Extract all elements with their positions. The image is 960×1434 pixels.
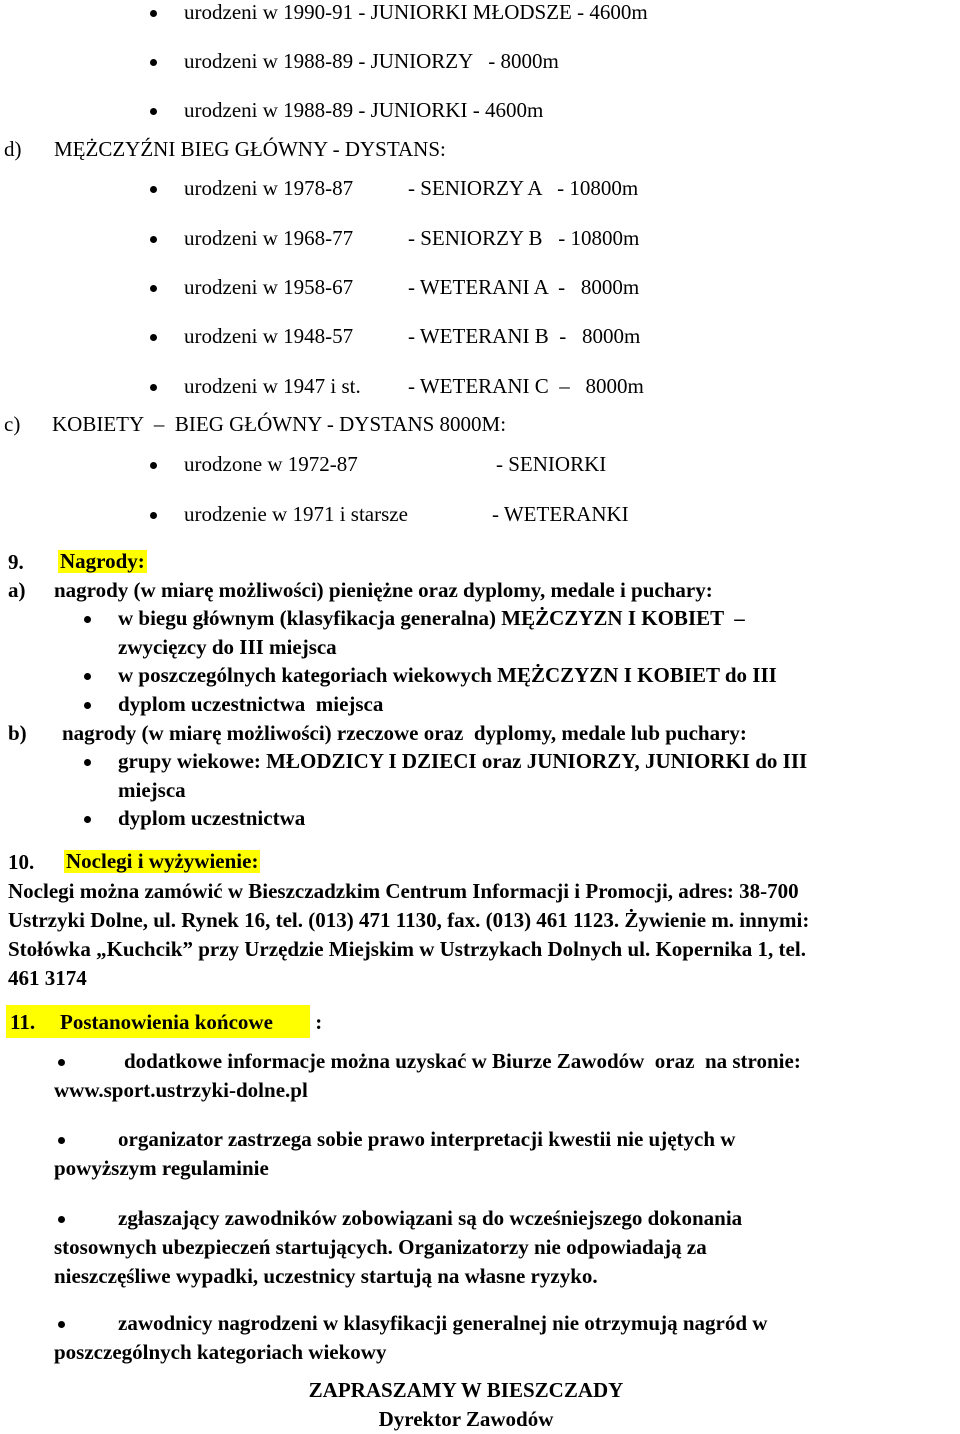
section-heading-colon: : [310, 1010, 323, 1034]
list-item: urodzeni w 1988-89 - JUNIORZY - 8000m [184, 49, 559, 73]
list-bullet [150, 285, 157, 292]
list-item-category: - WETERANI C – 8000m [408, 374, 644, 398]
paragraph-line: Noclegi można zamówić w Bieszczadzkim Centrum Informacji i Promocji, adres: 38-700 [8, 879, 799, 903]
paragraph-line: Stołówka „Kuchcik” przy Urzędzie Miejskim w Ustrzykach Dolnych ul. Kopernika 1, tel. [8, 937, 806, 961]
list-item-who: urodzeni w 1948-57 [184, 324, 354, 348]
list-item: organizator zastrzega sobie prawo interpretacji kwestii nie ujętych w [118, 1127, 736, 1151]
list-bullet [84, 673, 91, 680]
list-item-who: urodzeni w 1968-77 [184, 226, 354, 250]
paragraph-line: 461 3174 [8, 966, 87, 990]
section-heading: Noclegi i wyżywienie: [66, 849, 259, 873]
list-item-continuation: miejsca [118, 778, 186, 802]
list-bullet [150, 384, 157, 391]
subsection-text: nagrody (w miarę możliwości) pieniężne oraz dyplomy, medale i puchary: [54, 578, 713, 602]
list-bullet [150, 236, 157, 243]
list-item-continuation: poszczególnych kategoriach wiekowy [54, 1340, 387, 1364]
section-number: 10. [8, 850, 35, 874]
list-item: grupy wiekowe: MŁODZICY I DZIECI oraz JUNIORZY, JUNIORKI do III [118, 749, 808, 773]
list-item-continuation: powyższym regulaminie [54, 1156, 269, 1180]
list-item-category: - SENIORKI [496, 452, 607, 476]
list-bullet [58, 1216, 65, 1223]
subsection-marker: b) [8, 721, 27, 745]
list-bullet [84, 616, 91, 623]
list-item-who: urodzenie w 1971 i starsze [184, 502, 408, 526]
list-item-continuation: nieszczęśliwe wypadki, uczestnicy startują na własne ryzyko. [54, 1264, 598, 1288]
list-item: urodzeni w 1988-89 - JUNIORKI - 4600m [184, 98, 544, 122]
list-bullet [84, 759, 91, 766]
list-bullet [84, 816, 91, 823]
list-item-who: urodzeni w 1978-87 [184, 176, 354, 200]
section-marker: c) [4, 412, 21, 436]
list-item: dyplom uczestnictwa miejsca [118, 692, 384, 716]
list-bullet [150, 59, 157, 66]
list-bullet [150, 512, 157, 519]
list-bullet [150, 10, 157, 17]
section-number: 9. [8, 550, 24, 574]
list-bullet [150, 462, 157, 469]
subsection-text: nagrody (w miarę możliwości) rzeczowe oraz dyplomy, medale lub puchary: [62, 721, 747, 745]
list-bullet [150, 108, 157, 115]
section-marker: d) [4, 137, 22, 161]
closing-signature: Dyrektor Zawodów [378, 1407, 554, 1431]
section-heading: Nagrody: [60, 549, 145, 573]
list-item-category: - WETERANI A - 8000m [408, 275, 640, 299]
subsection-marker: a) [8, 578, 26, 602]
list-item-who: urodzeni w 1958-67 [184, 275, 354, 299]
closing-invitation: ZAPRASZAMY W BIESZCZADY [308, 1378, 624, 1402]
list-item-category: - WETERANI B - 8000m [408, 324, 641, 348]
list-item: w biegu głównym (klasyfikacja generalna) MĘŻCZYZN I KOBIET – [118, 606, 745, 630]
section-heading: MĘŻCZYŹNI BIEG GŁÓWNY - DYSTANS: [54, 137, 446, 161]
list-item: dodatkowe informacje można uzyskać w Biurze Zawodów oraz na stronie: [124, 1049, 801, 1073]
list-bullet [150, 186, 157, 193]
paragraph-line: Ustrzyki Dolne, ul. Rynek 16, tel. (013) 471 1130, fax. (013) 461 1123. Żywienie m. innymi: [8, 908, 810, 932]
section-heading: KOBIETY – BIEG GŁÓWNY - DYSTANS 8000M: [52, 412, 507, 436]
list-item: w poszczególnych kategoriach wiekowych MĘŻCZYZN I KOBIET do III [118, 663, 777, 687]
list-item-category: - SENIORZY B - 10800m [408, 226, 640, 250]
list-bullet [58, 1137, 65, 1144]
list-item: zawodnicy nagrodzeni w klasyfikacji generalnej nie otrzymują nagród w [118, 1311, 768, 1335]
list-bullet [84, 702, 91, 709]
list-item-who: urodzone w 1972-87 [184, 452, 358, 476]
list-item-continuation: zwycięzcy do III miejsca [118, 635, 337, 659]
list-bullet [58, 1059, 65, 1066]
list-bullet [150, 334, 157, 341]
list-bullet [58, 1321, 65, 1328]
section-number: 11. [10, 1010, 36, 1034]
list-item-continuation: www.sport.ustrzyki-dolne.pl [54, 1078, 308, 1102]
list-item-category: - WETERANKI [492, 502, 629, 526]
list-item: dyplom uczestnictwa [118, 806, 306, 830]
list-item-who: urodzeni w 1947 i st. [184, 374, 361, 398]
section-heading: Postanowienia końcowe [60, 1010, 273, 1034]
list-item-category: - SENIORZY A - 10800m [408, 176, 639, 200]
list-item-continuation: stosownych ubezpieczeń startujących. Organizatorzy nie odpowiadają za [54, 1235, 707, 1259]
list-item: urodzeni w 1990-91 - JUNIORKI MŁODSZE - 4600m [184, 0, 648, 24]
list-item: zgłaszający zawodników zobowiązani są do wcześniejszego dokonania [118, 1206, 743, 1230]
